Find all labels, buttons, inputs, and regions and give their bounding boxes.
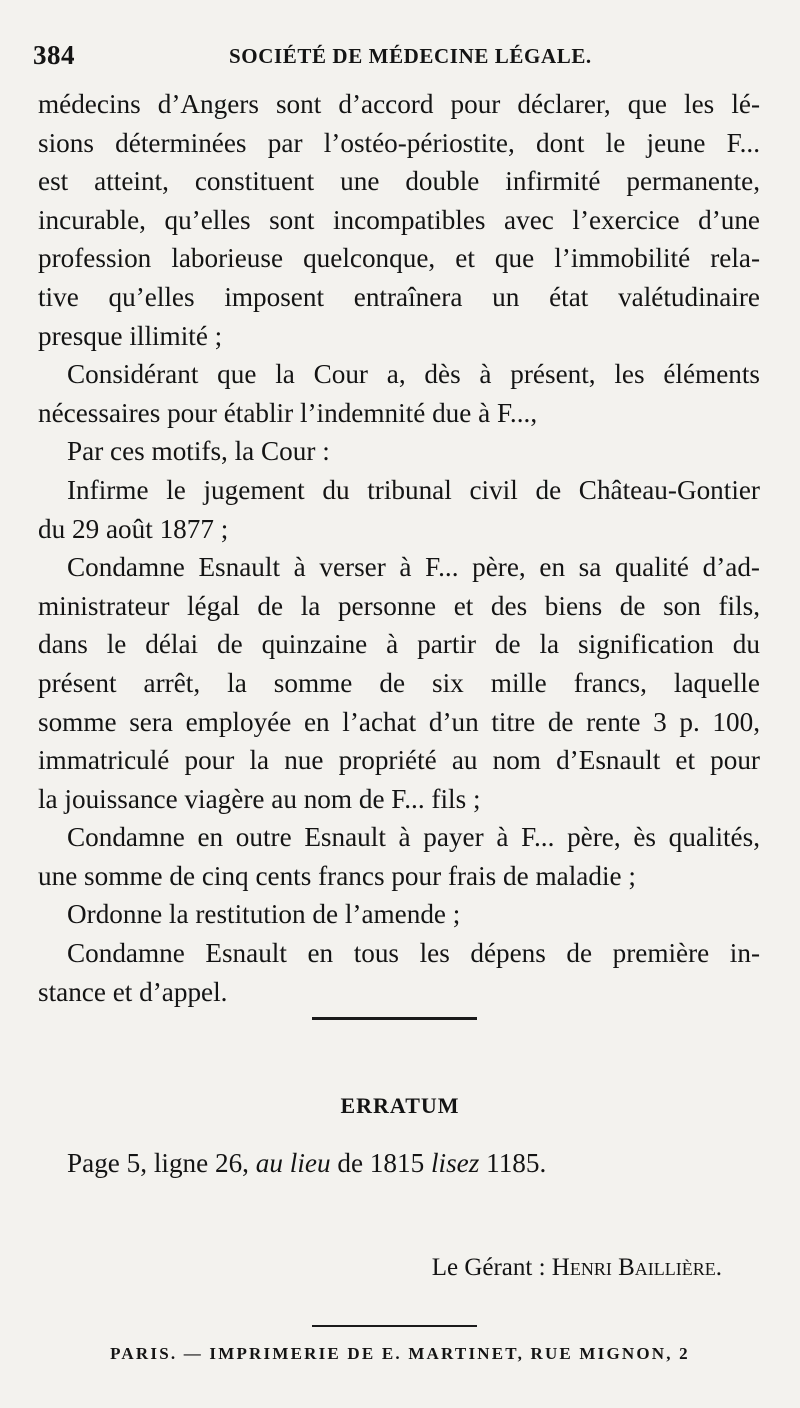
erratum-italic-lisez: lisez bbox=[430, 1148, 480, 1178]
text-line: profession laborieuse quelconque, et que l’immobilité rela- bbox=[38, 243, 760, 274]
erratum-text-before: Page 5, ligne 26, bbox=[67, 1148, 256, 1178]
text-line: la jouissance viagère au nom de F... fils ; bbox=[38, 783, 481, 814]
erratum-italic-au-lieu: au lieu bbox=[255, 1148, 331, 1178]
text-line: présent arrêt, la somme de six mille francs, laquelle bbox=[38, 667, 760, 698]
body-text bbox=[38, 85, 760, 1011]
running-title: SOCIÉTÉ DE MÉDECINE LÉGALE. bbox=[229, 44, 592, 68]
printer-imprint: PARIS. — IMPRIMERIE DE E. MARTINET, RUE MIGNON, 2 bbox=[110, 1344, 690, 1363]
erratum-text bbox=[67, 1148, 546, 1179]
text-line: Condamne en outre Esnault à payer à F... père, ès qualités, bbox=[67, 822, 760, 853]
signature-name: Henri Baillière. bbox=[551, 1254, 722, 1281]
text-line: Condamne Esnault en tous les dépens de première in- bbox=[67, 938, 760, 969]
text-line: Par ces motifs, la Cour : bbox=[67, 436, 330, 467]
text-line: médecins d’Angers sont d’accord pour déclarer, que les lé- bbox=[38, 89, 760, 119]
text-line: stance et d’appel. bbox=[38, 976, 228, 1007]
text-line: tive qu’elles imposent entraînera un état valétudinaire bbox=[38, 281, 760, 312]
text-line: nécessaires pour établir l’indemnité due à F..., bbox=[38, 397, 538, 428]
text-line: dans le délai de quinzaine à partir de la signification du bbox=[38, 629, 760, 660]
erratum-text-after: 1185. bbox=[479, 1148, 547, 1178]
text-line: Condamne Esnault à verser à F... père, en sa qualité d’ad- bbox=[67, 552, 760, 583]
text-line: une somme de cinq cents francs pour frais de maladie ; bbox=[38, 860, 636, 891]
erratum-text-middle: de 1815 bbox=[330, 1148, 431, 1178]
footer-divider bbox=[312, 1325, 477, 1327]
page-number: 384 bbox=[33, 40, 75, 70]
text-line: est atteint, constituent une double infirmité permanente, bbox=[38, 166, 760, 197]
page-header bbox=[33, 40, 763, 74]
text-line: du 29 août 1877 ; bbox=[38, 513, 229, 544]
text-line: ministrateur légal de la personne et des biens de son fils, bbox=[38, 590, 760, 621]
text-line: sions déterminées par l’ostéo-périostite, dont le jeune F... bbox=[38, 127, 760, 158]
section-divider bbox=[312, 1017, 477, 1020]
signature bbox=[432, 1254, 722, 1282]
text-line: presque illimité ; bbox=[38, 320, 223, 351]
text-line: Infirme le jugement du tribunal civil de Château-Gontier bbox=[67, 474, 760, 505]
signature-prefix: Le Gérant : bbox=[431, 1254, 552, 1281]
text-line: Considérant que la Cour a, dès à présent, les éléments bbox=[67, 359, 760, 390]
text-line: Ordonne la restitution de l’amende ; bbox=[67, 899, 461, 930]
text-line: incurable, qu’elles sont incompatibles avec l’exercice d’une bbox=[38, 204, 760, 235]
text-line: somme sera employée en l’achat d’un titre de rente 3 p. 100, bbox=[38, 706, 760, 737]
erratum-heading: ERRATUM bbox=[340, 1093, 460, 1118]
text-line: immatriculé pour la nue propriété au nom d’Esnault et pour bbox=[38, 745, 760, 776]
